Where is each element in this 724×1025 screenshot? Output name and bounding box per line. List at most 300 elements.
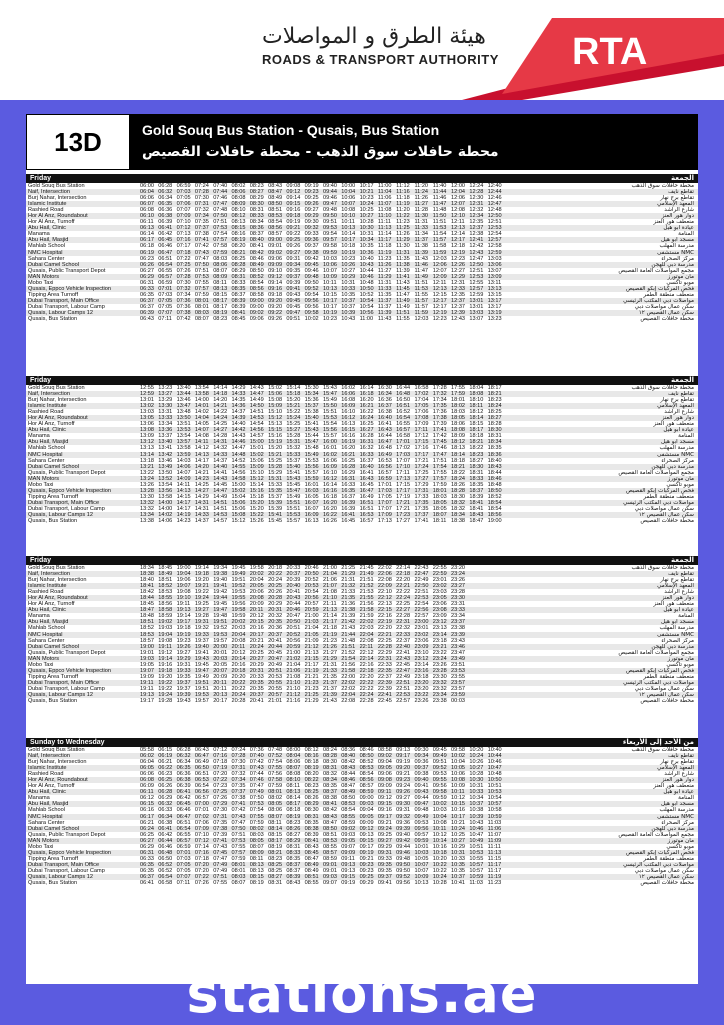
departure-time: 07:45 [213,849,228,856]
departure-time: 10:08 [432,819,447,826]
departure-time: 10:57 [469,867,484,874]
departure-time: 18:21 [487,391,502,398]
departure-time: 08:12 [304,747,319,753]
departure-time: 21:37 [322,685,337,692]
stop-name-english: Sahara Center [28,819,65,826]
stop-name-arabic: مسجد أبو هيل [661,619,694,626]
departure-time: 15:37 [286,457,301,464]
departure-time: 20:47 [268,655,283,662]
departure-time: 09:39 [396,825,411,832]
departure-time: 22:16 [359,661,374,668]
departure-time: 14:40 [231,421,246,428]
departure-time: 09:35 [377,867,392,874]
departure-time: 07:36 [249,747,264,753]
stop-name-english: Abu Hail, Clinic [28,607,66,614]
departure-time: 14:56 [231,469,246,476]
departure-time: 08:10 [231,207,246,214]
departure-time: 18:43 [487,463,502,470]
departure-time: 07:31 [231,765,246,772]
departure-time: 08:21 [268,849,283,856]
departure-time: 16:29 [341,469,356,476]
departure-time: 08:52 [249,273,264,280]
departure-time: 07:26 [176,267,191,274]
stop-name-english: Tipping Area Turnoff [28,493,79,500]
departure-time: 20:40 [286,583,301,590]
departure-time: 09:29 [377,843,392,850]
departure-time: 08:27 [249,189,264,196]
departure-time: 07:13 [176,231,191,238]
departure-time: 12:17 [451,237,466,244]
departure-time: 20:44 [268,643,283,650]
departure-time: 17:09 [377,511,392,518]
departure-time: 07:50 [231,825,246,832]
departure-time: 22:21 [396,583,411,590]
stop-name-arabic: محطة حافلات سوق الذهب [631,747,694,753]
departure-time: 19:51 [231,577,246,584]
departure-time: 16:13 [304,518,319,525]
departure-time: 10:48 [359,279,374,286]
departure-time: 09:23 [304,189,319,196]
stop-name-english: NMC Hospital [28,451,63,458]
departure-time: 16:49 [377,451,392,458]
departure-time: 13:15 [487,291,502,298]
departure-time: 11:59 [432,249,447,256]
departure-time: 13:21 [140,463,154,470]
departure-time: 17:16 [414,445,429,452]
departure-time: 16:38 [377,409,392,416]
departure-time: 08:29 [249,195,264,202]
departure-time: 18:46 [487,475,502,482]
departure-time: 06:56 [194,789,209,796]
departure-time: 11:55 [414,291,429,298]
departure-time: 09:12 [286,189,301,196]
departure-time: 19:57 [194,698,209,705]
departure-time: 11:00 [359,316,374,323]
departure-time: 15:43 [304,427,319,434]
departure-time: 17:35 [414,499,429,506]
departure-time: 16:10 [322,469,337,476]
departure-time: 09:41 [377,880,392,887]
stop-name-arabic: موبو تاكسي [666,481,694,488]
departure-time: 14:13 [194,451,209,458]
departure-time: 09:22 [268,309,283,316]
section-day-english: Friday [30,175,52,182]
departure-time: 08:45 [304,849,319,856]
departure-time: 10:09 [451,783,466,790]
departure-time: 13:36 [158,427,173,434]
departure-time: 23:06 [432,601,447,608]
departure-time: 15:10 [249,469,264,476]
departure-time: 07:40 [249,753,264,760]
departure-time: 17:55 [451,385,466,391]
departure-time: 20:11 [213,685,227,692]
departure-time: 15:36 [304,397,319,404]
stop-name-english: Qusais, Bus Station [28,316,78,323]
departure-time: 23:31 [451,601,466,608]
departure-time: 14:17 [176,499,191,506]
departure-time: 16:19 [341,439,356,446]
departure-time: 18:47 [469,518,484,525]
departure-time: 18:54 [487,505,502,512]
departure-time: 19:57 [213,637,228,644]
departure-time: 18:51 [140,619,154,626]
departure-time: 12:39 [451,309,466,316]
departure-time: 15:53 [286,511,301,518]
departure-time: 09:31 [286,255,301,262]
stop-name-english: Sahara Center [28,637,65,644]
departure-time: 20:22 [231,679,246,686]
departure-time: 09:25 [304,195,319,202]
departure-time: 12:38 [469,231,484,238]
departure-time: 08:25 [268,861,283,868]
departure-time: 16:30 [377,385,392,391]
departure-time: 22:47 [414,571,429,578]
departure-time: 20:53 [304,583,319,590]
departure-time: 17:29 [414,481,429,488]
departure-time: 22:11 [359,643,374,650]
departure-time: 08:17 [213,303,228,310]
departure-time: 19:11 [140,679,154,686]
departure-time: 23:39 [451,631,466,638]
departure-time: 20:17 [249,631,264,638]
departure-time: 15:20 [268,445,283,452]
departure-time: 11:27 [377,267,392,274]
departure-time: 17:27 [414,475,429,482]
departure-time: 16:53 [377,457,392,464]
departure-time: 06:06 [140,771,154,778]
departure-time: 08:27 [286,831,301,838]
departure-time: 08:23 [249,183,264,189]
departure-time: 11:30 [396,243,410,250]
departure-time: 08:43 [268,183,283,189]
departure-time: 09:48 [396,855,411,862]
departure-time: 08:58 [249,291,264,298]
departure-time: 11:45 [396,285,410,292]
departure-time: 21:03 [304,619,319,626]
departure-time: 08:35 [286,855,301,862]
header [0,0,724,100]
departure-time: 15:26 [249,518,264,525]
departure-time: 19:49 [231,571,246,578]
departure-time: 16:39 [341,499,356,506]
departure-time: 09:30 [414,747,429,753]
rta-english-name: ROADS & TRANSPORT AUTHORITY [262,52,499,67]
departure-time: 14:47 [231,445,246,452]
departure-time: 08:46 [341,777,356,784]
departure-time: 21:39 [322,691,337,698]
departure-time: 09:45 [286,297,301,304]
departure-time: 13:46 [176,397,191,404]
departure-time: 16:31 [341,475,356,482]
departure-time: 18:34 [487,439,502,446]
departure-time: 07:52 [268,753,283,760]
departure-time: 18:34 [140,565,154,571]
departure-time: 06:34 [176,759,191,766]
departure-time: 18:53 [158,589,173,596]
departure-time: 22:13 [377,601,392,608]
departure-time: 21:52 [341,649,356,656]
departure-time: 06:54 [158,261,173,268]
departure-time: 07:00 [194,801,209,808]
stop-name-arabic: شارع الراشد [664,589,694,596]
departure-time: 20:37 [286,571,301,578]
departure-time: 09:05 [377,765,392,772]
departure-time: 14:22 [213,409,228,416]
departure-time: 22:15 [377,607,392,614]
departure-time: 17:07 [377,499,392,506]
departure-time: 21:10 [286,679,301,686]
departure-time: 08:03 [249,831,264,838]
departure-time: 15:08 [231,511,246,518]
departure-time: 06:31 [140,279,154,286]
departure-time: 07:36 [176,297,191,304]
departure-time: 09:01 [322,861,337,868]
stop-name-arabic: منعطف منطقة الطمر [643,673,694,680]
stop-name-arabic: مجمع المواصلات العامة القصيص [618,649,694,656]
departure-time: 06:52 [158,861,173,868]
departure-time: 07:48 [213,207,228,214]
departure-time: 19:19 [176,631,191,638]
departure-time: 18:43 [469,511,484,518]
stop-name-english: Burj Nahar, Intersection [28,195,87,202]
stop-name-arabic: منعطف هور العنز [653,219,694,226]
departure-time: 16:40 [377,415,392,422]
departure-time: 11:38 [414,243,429,250]
departure-time: 23:38 [451,625,466,632]
departure-time: 10:36 [359,249,374,256]
departure-time: 20:16 [231,661,246,668]
stop-name-english: Gold Souq Bus Station [28,385,85,391]
departure-time: 10:02 [304,316,319,323]
departure-time: 09:37 [286,273,301,280]
departure-time: 21:48 [341,637,356,644]
departure-time: 17:46 [432,445,447,452]
stop-name-english: Qusais, Labour Camps 12 [28,691,93,698]
departure-time: 07:42 [194,243,209,250]
departure-time: 17:57 [432,475,447,482]
departure-time: 11:33 [377,285,392,292]
departure-time: 20:03 [231,625,246,632]
departure-time: 08:04 [286,753,301,760]
departure-time: 07:47 [213,855,228,862]
departure-time: 06:28 [158,183,173,189]
departure-time: 19:32 [194,625,209,632]
departure-time: 13:34 [140,511,154,518]
departure-time: 08:41 [322,801,337,808]
departure-time: 18:12 [451,439,466,446]
departure-time: 10:03 [432,807,447,814]
departure-time: 08:30 [322,759,337,766]
departure-time: 10:53 [469,849,484,856]
departure-time: 23:20 [414,685,429,692]
departure-time: 06:28 [176,747,191,753]
departure-time: 15:45 [268,518,283,525]
departure-time: 23:26 [451,577,466,584]
departure-time: 22:21 [377,631,392,638]
departure-time: 08:15 [231,225,246,232]
departure-time: 20:09 [249,601,264,608]
stop-name-english: Tipping Area Turnoff [28,855,79,862]
departure-time: 08:55 [322,843,337,850]
departure-time: 18:11 [469,403,483,410]
section-day-arabic: الجمعة [671,174,694,182]
departure-time: 14:01 [194,403,209,410]
departure-time: 21:10 [322,595,337,602]
stop-name-english: Qusais, Bus Station [28,698,78,705]
rta-arabic-name: هيئة الطرق و المواصلات [262,24,486,49]
departure-time: 13:58 [176,445,191,452]
departure-time: 06:41 [158,225,173,232]
stop-name-arabic: فحص المركبات إبكو القصيص [626,667,694,674]
departure-time: 23:53 [451,667,466,674]
departure-time: 07:53 [213,225,228,232]
departure-time: 08:05 [249,837,264,844]
departure-time: 23:34 [451,613,466,620]
departure-time: 08:26 [304,795,319,802]
departure-time: 20:29 [268,601,283,608]
departure-time: 15:57 [286,518,301,525]
departure-time: 22:10 [377,589,392,596]
departure-time: 07:50 [213,213,228,220]
departure-time: 06:07 [140,201,154,208]
departure-time: 11:39 [396,267,410,274]
departure-time: 14:00 [158,505,173,512]
departure-time: 07:55 [268,765,283,772]
departure-time: 18:58 [158,607,173,614]
departure-time: 15:51 [286,499,301,506]
departure-time: 21:13 [322,607,337,614]
departure-time: 06:54 [194,783,209,790]
departure-time: 09:31 [396,807,411,814]
departure-time: 11:55 [396,316,410,323]
departure-time: 06:35 [158,201,173,208]
departure-time: 11:08 [377,207,392,214]
stop-name-arabic: تقاطع برج نهار [660,195,694,202]
departure-time: 21:59 [359,613,374,620]
departure-time: 08:37 [286,861,301,868]
departure-time: 23:09 [414,643,429,650]
departure-time: 09:47 [414,801,429,808]
departure-time: 20:50 [304,571,319,578]
departure-time: 10:13 [322,285,337,292]
departure-time: 19:04 [176,571,191,578]
stop-name-english: Dubai Transport, Labour Camp [28,303,105,310]
departure-time: 10:16 [432,843,447,850]
departure-time: 06:11 [140,789,154,796]
stop-name-arabic: عيادة أبو هيل [663,427,694,434]
departure-time: 06:45 [158,237,173,244]
departure-time: 09:59 [414,837,429,844]
departure-time: 08:47 [322,819,337,826]
departure-time: 07:02 [194,813,209,820]
departure-time: 08:32 [322,771,337,778]
departure-time: 09:02 [268,249,283,256]
departure-time: 08:11 [268,819,282,826]
departure-time: 06:19 [140,249,154,256]
departure-time: 06:39 [176,783,191,790]
departure-time: 09:57 [414,831,429,838]
departure-time: 17:05 [377,493,392,500]
departure-time: 09:34 [286,261,301,268]
departure-time: 11:20 [414,183,429,189]
departure-time: 08:41 [304,837,319,844]
departure-time: 13:09 [487,273,502,280]
departure-time: 11:41 [396,273,410,280]
departure-time: 14:23 [194,475,209,482]
departure-time: 14:37 [231,409,246,416]
departure-time: 22:35 [377,667,392,674]
departure-time: 06:47 [176,813,191,820]
departure-time: 23:00 [414,619,429,626]
departure-time: 18:32 [451,505,466,512]
departure-time: 08:51 [268,207,283,214]
departure-time: 20:09 [213,673,228,680]
departure-time: 08:33 [249,213,264,220]
departure-time: 12:41 [469,237,484,244]
stop-name-arabic: المعهد الإسلامي [657,403,694,410]
departure-time: 10:23 [322,316,337,323]
departure-time: 07:50 [249,795,264,802]
departure-time: 11:19 [377,249,392,256]
stop-name-arabic: مواصلات دبي المكتب الرئيسي [623,861,694,868]
departure-time: 10:54 [487,795,502,802]
departure-time: 19:04 [158,631,173,638]
departure-time: 23:21 [432,643,447,650]
departure-time: 07:57 [194,285,209,292]
departure-time: 07:59 [194,291,209,298]
departure-time: 16:18 [359,391,374,398]
departure-time: 15:14 [286,385,301,391]
departure-time: 08:23 [268,855,283,862]
departure-time: 20:33 [286,565,301,571]
departure-time: 17:01 [377,481,392,488]
departure-time: 17:06 [414,409,429,416]
departure-time: 12:48 [487,207,502,214]
stop-name-english: Islamic Institute [28,403,67,410]
stop-name-english: Gold Souq Bus Station [28,747,85,753]
departure-time: 08:19 [268,843,283,850]
stop-name-english: Dubai Transport, Main Office [28,297,100,304]
departure-time: 07:49 [213,867,228,874]
departure-time: 23:24 [451,571,466,578]
departure-time: 17:54 [432,463,447,470]
departure-time: 22:00 [341,673,356,680]
departure-time: 09:47 [322,201,337,208]
departure-time: 11:00 [377,183,392,189]
stop-name-arabic: دوار هور العنز [661,213,694,220]
departure-time: 16:28 [359,433,374,440]
departure-time: 23:02 [432,583,447,590]
departure-time: 09:46 [322,195,337,202]
departure-time: 09:48 [414,807,429,814]
departure-time: 08:20 [231,243,246,250]
departure-time: 07:32 [176,285,191,292]
stop-name-arabic: سكن عمال القصيص ١٢ [638,511,694,518]
departure-time: 07:54 [213,231,228,238]
departure-time: 10:20 [432,855,447,862]
departure-time: 13:24 [140,475,154,482]
departure-time: 18:59 [158,613,173,620]
departure-time: 16:37 [341,493,356,500]
departure-time: 08:01 [194,303,209,310]
departure-time: 15:39 [268,505,283,512]
departure-time: 15:47 [286,487,301,494]
stop-name-arabic: مدرسة دبي للهجن [651,463,694,470]
departure-time: 09:03 [359,801,374,808]
departure-time: 07:55 [249,813,264,820]
departure-time: 20:22 [231,685,246,692]
departure-time: 08:42 [322,807,337,814]
